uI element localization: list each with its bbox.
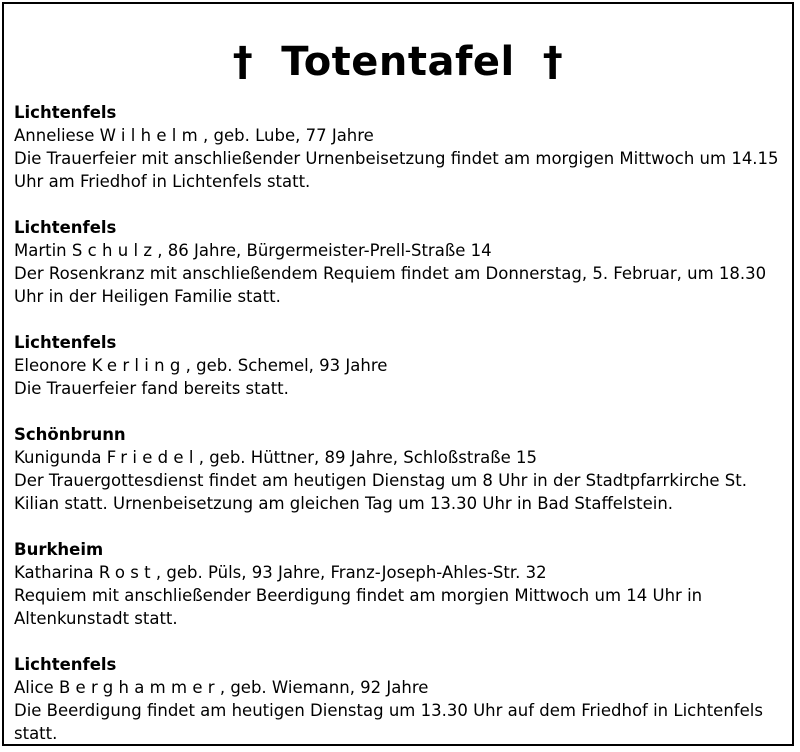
entry-surname: Friedel bbox=[106, 448, 199, 467]
obituary-list bbox=[14, 101, 789, 745]
entry-details: , geb. Wiemann, 92 Jahre bbox=[219, 678, 429, 697]
entry-details: , geb. Schemel, 93 Jahre bbox=[185, 356, 388, 375]
entry-person bbox=[14, 124, 789, 147]
entry-place: Lichtenfels bbox=[14, 103, 117, 122]
entry-text: Der Rosenkranz mit anschließendem Requiem findet am Donnerstag, 5. Februar, um 18.30 Uhr in der Heiligen Familie statt. bbox=[14, 264, 767, 306]
entry-first-name: Alice bbox=[14, 678, 54, 697]
entry-details: , geb. Lube, 77 Jahre bbox=[203, 126, 374, 145]
obituary-entry bbox=[14, 216, 789, 308]
obituary-entry bbox=[14, 101, 789, 193]
entry-details: , geb. Püls, 93 Jahre, Franz-Joseph-Ahles-Str. 32 bbox=[155, 563, 547, 582]
entry-first-name: Katharina bbox=[14, 563, 94, 582]
entry-first-name: Anneliese bbox=[14, 126, 95, 145]
entry-place: Schönbrunn bbox=[14, 425, 126, 444]
entry-person bbox=[14, 676, 789, 699]
entry-person bbox=[14, 239, 789, 262]
cross-icon: † bbox=[542, 39, 564, 85]
entry-first-name: Eleonore bbox=[14, 356, 87, 375]
entry-surname: Kerling bbox=[91, 356, 186, 375]
notice-title: Totentafel bbox=[281, 39, 515, 85]
entry-surname: Schulz bbox=[71, 241, 158, 260]
entry-text: Die Beerdigung findet am heutigen Dienstag um 13.30 Uhr auf dem Friedhof in Lichtenfels statt. bbox=[14, 701, 763, 743]
entry-place: Lichtenfels bbox=[14, 218, 117, 237]
entry-text: Requiem mit anschließender Beerdigung findet am morgien Mittwoch um 14 Uhr in Altenkunstadt statt. bbox=[14, 586, 703, 628]
entry-details: , 86 Jahre, Bürgermeister-Prell-Straße 14 bbox=[157, 241, 492, 260]
obituary-entry bbox=[14, 423, 789, 515]
entry-place: Lichtenfels bbox=[14, 333, 117, 352]
entry-place: Lichtenfels bbox=[14, 655, 117, 674]
entry-surname: Berghammer bbox=[58, 678, 220, 697]
entry-text: Der Trauergottesdienst findet am heutigen Dienstag um 8 Uhr in der Stadtpfarrkirche St. Kilian statt. Urnenbeisetzung am gleichen Tag um 13.30 Uhr in Bad Staffelstein. bbox=[14, 471, 747, 513]
obituary-entry bbox=[14, 538, 789, 630]
obituary-notice bbox=[2, 2, 794, 746]
entry-person bbox=[14, 446, 789, 469]
entry-first-name: Martin bbox=[14, 241, 67, 260]
cross-icon: † bbox=[232, 39, 254, 85]
entry-text: Die Trauerfeier fand bereits statt. bbox=[14, 379, 289, 398]
entry-place: Burkheim bbox=[14, 540, 104, 559]
entry-surname: Rost bbox=[98, 563, 156, 582]
entry-person bbox=[14, 561, 789, 584]
notice-heading bbox=[4, 32, 792, 92]
entry-surname: Wilhelm bbox=[99, 126, 204, 145]
entry-person bbox=[14, 354, 789, 377]
obituary-entry bbox=[14, 653, 789, 745]
entry-text: Die Trauerfeier mit anschließender Urnenbeisetzung findet am morgigen Mittwoch um 14.15 Uhr am Friedhof in Lichtenfels statt. bbox=[14, 149, 779, 191]
obituary-entry bbox=[14, 331, 789, 400]
entry-first-name: Kunigunda bbox=[14, 448, 102, 467]
entry-details: , geb. Hüttner, 89 Jahre, Schloßstraße 15 bbox=[198, 448, 538, 467]
